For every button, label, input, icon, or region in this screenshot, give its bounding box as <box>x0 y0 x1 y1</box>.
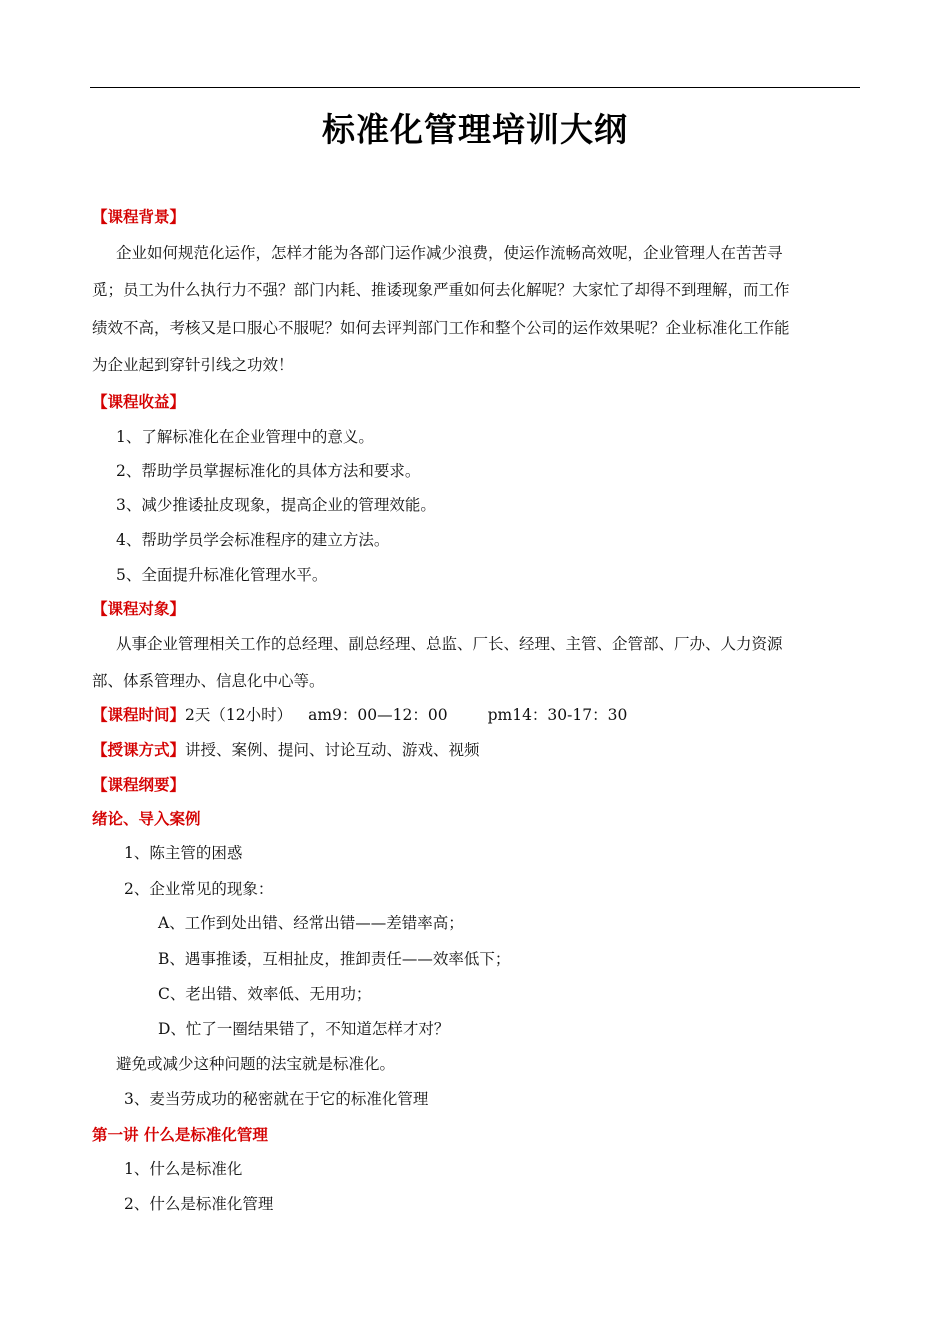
intro-item: 1、陈主管的困惑 <box>124 844 243 862</box>
audience-line: 部、体系管理办、信息化中心等。 <box>92 672 325 690</box>
intro-item: 3、麦当劳成功的秘密就在于它的标准化管理 <box>124 1090 429 1108</box>
background-line: 觅；员工为什么执行力不强？部门内耗、推诿现象严重如何去化解呢？大家忙了却得不到理解，而工作 <box>92 281 790 299</box>
intro-subitem: A、工作到处出错、经常出错——差错率高； <box>158 914 464 932</box>
benefit-item: 2、帮助学员掌握标准化的具体方法和要求。 <box>116 462 421 480</box>
benefit-item: 1、了解标准化在企业管理中的意义。 <box>116 428 374 446</box>
background-line: 为企业起到穿针引线之功效！ <box>92 356 294 374</box>
intro-subitem: C、老出错、效率低、无用功； <box>158 985 372 1003</box>
time-pm: pm14：30-17：30 <box>487 706 628 724</box>
page-title: 标准化管理培训大纲 <box>322 110 628 149</box>
intro-item: 2、企业常见的现象： <box>124 880 274 898</box>
lecture1-heading: 第一讲 什么是标准化管理 <box>92 1126 268 1144</box>
intro-subitem: B、遇事推诿，互相扯皮，推卸责任——效率低下； <box>158 950 511 968</box>
lecture1-item: 1、什么是标准化 <box>124 1160 243 1178</box>
method-text: 讲授、案例、提问、讨论互动、游戏、视频 <box>185 741 480 759</box>
time-am: am9：00—12：00 <box>308 706 448 724</box>
time-duration: 2天（12小时） <box>185 706 293 724</box>
background-heading: 【课程背景】 <box>92 208 186 226</box>
intro-subitem: D、忙了一圈结果错了，不知道怎样才对？ <box>158 1020 450 1038</box>
intro-heading: 绪论、导入案例 <box>92 810 201 828</box>
outline-heading: 【课程纲要】 <box>92 776 186 794</box>
audience-line: 从事企业管理相关工作的总经理、副总经理、总监、厂长、经理、主管、企管部、厂办、人力资源 <box>116 635 783 653</box>
benefit-item: 3、减少推诿扯皮现象，提高企业的管理效能。 <box>116 496 436 514</box>
background-line: 绩效不高，考核又是口服心不服呢？如何去评判部门工作和整个公司的运作效果呢？企业标准化工作能 <box>92 319 790 337</box>
time-row <box>92 705 862 725</box>
method-heading: 【授课方式】 <box>92 741 186 759</box>
intro-note: 避免或减少这种问题的法宝就是标准化。 <box>116 1055 396 1073</box>
benefit-item: 4、帮助学员学会标准程序的建立方法。 <box>116 531 390 549</box>
audience-heading: 【课程对象】 <box>92 600 186 618</box>
background-line: 企业如何规范化运作，怎样才能为各部门运作减少浪费，使运作流畅高效呢，企业管理人在苦苦寻 <box>116 244 783 262</box>
time-heading: 【课程时间】 <box>92 706 186 724</box>
method-row <box>92 740 862 760</box>
benefits-heading: 【课程收益】 <box>92 393 186 411</box>
top-rule <box>90 87 860 88</box>
lecture1-item: 2、什么是标准化管理 <box>124 1195 274 1213</box>
benefit-item: 5、全面提升标准化管理水平。 <box>116 566 328 584</box>
